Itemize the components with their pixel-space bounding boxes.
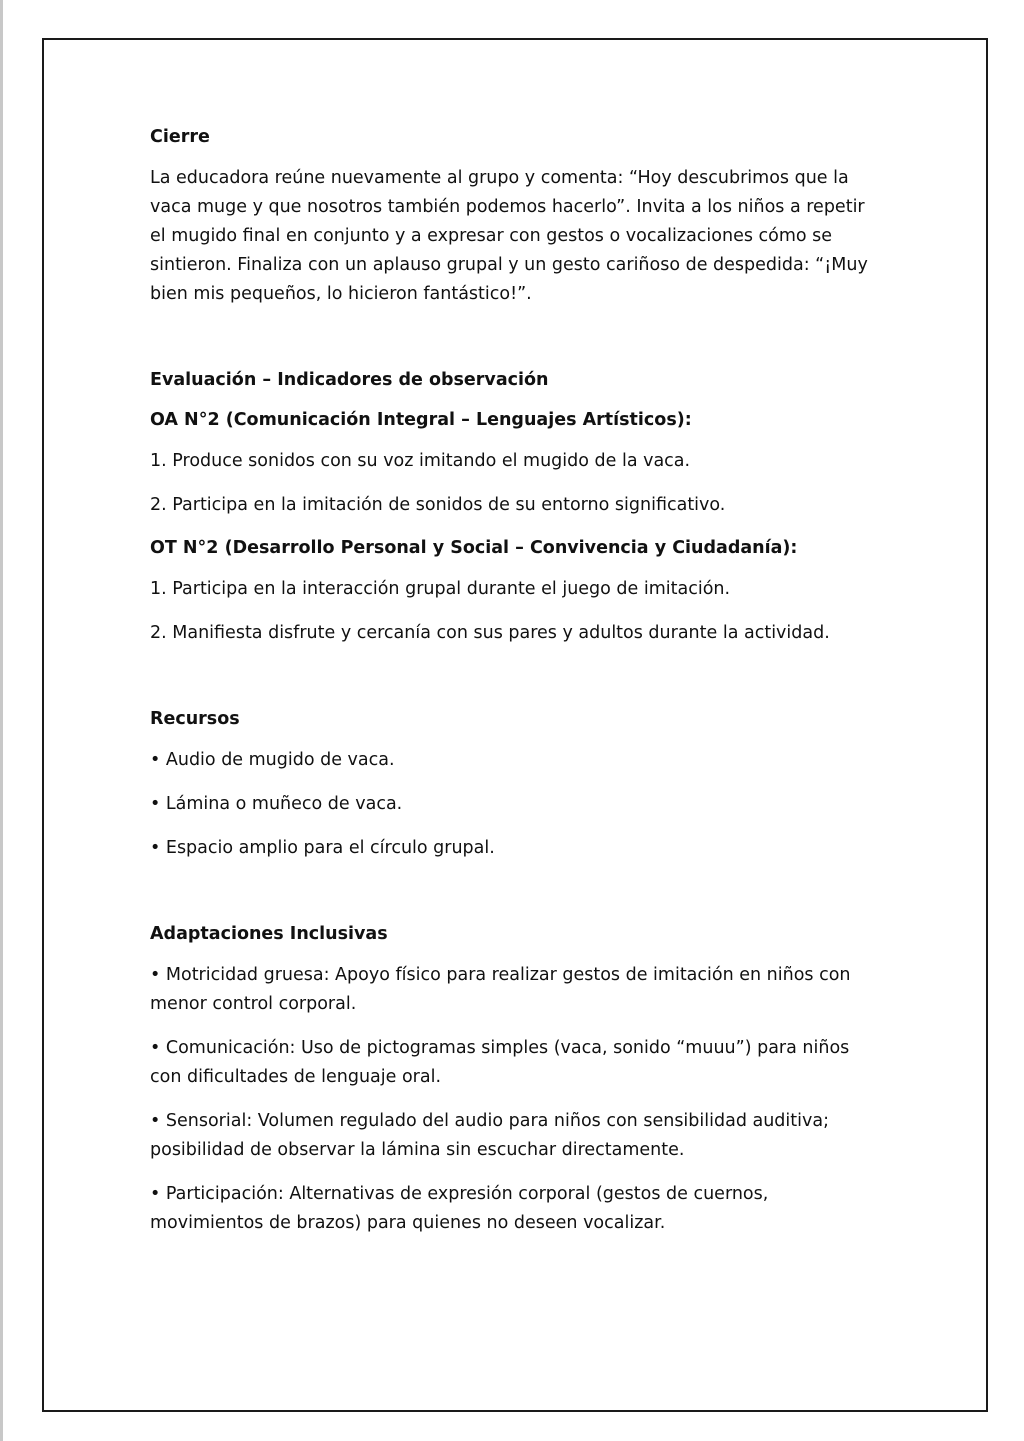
oa-heading: OA N°2 (Comunicación Integral – Lenguajes Artísticos):: [150, 410, 692, 430]
recursos-item-2: • Lámina o muñeco de vaca.: [150, 794, 403, 814]
section-adaptaciones: [150, 921, 880, 1238]
adaptaciones-item-2: • Comunicación: Uso de pictogramas simples (vaca, sonido “muuu”) para niños con dificultades de lenguaje oral.: [150, 1038, 850, 1087]
oa-item-2: 2. Participa en la imitación de sonidos de su entorno significativo.: [150, 495, 726, 515]
page-content: [150, 124, 880, 1238]
ot-heading: OT N°2 (Desarrollo Personal y Social – Convivencia y Ciudadanía):: [150, 538, 798, 558]
cierre-paragraph: La educadora reúne nuevamente al grupo y comenta: “Hoy descubrimos que la vaca muge y que nosotros también podemos hacerlo”. Invita a los niños a repetir el mugido final en conjunto y a expresar con gestos o vocalizaciones cómo se sintieron. Finaliza con un aplauso grupal y un gesto cariñoso de despedida: “¡Muy bien mis pequeños, lo hicieron fantástico!”.: [150, 168, 868, 304]
section-recursos: [150, 706, 880, 863]
ot-item-1: 1. Participa en la interacción grupal durante el juego de imitación.: [150, 579, 731, 599]
cierre-heading: Cierre: [150, 127, 210, 147]
evaluacion-heading: Evaluación – Indicadores de observación: [150, 370, 549, 390]
adaptaciones-item-4: • Participación: Alternativas de expresión corporal (gestos de cuernos, movimientos de brazos) para quienes no deseen vocalizar.: [150, 1184, 769, 1233]
adaptaciones-item-3: • Sensorial: Volumen regulado del audio para niños con sensibilidad auditiva; posibilidad de observar la lámina sin escuchar directamente.: [150, 1111, 829, 1160]
left-edge-strip: [0, 0, 3, 1441]
recursos-item-1: • Audio de mugido de vaca.: [150, 750, 395, 770]
ot-item-2: 2. Manifiesta disfrute y cercanía con sus pares y adultos durante la actividad.: [150, 623, 830, 643]
adaptaciones-item-1: • Motricidad gruesa: Apoyo físico para realizar gestos de imitación en niños con menor control corporal.: [150, 965, 851, 1014]
adaptaciones-heading: Adaptaciones Inclusivas: [150, 924, 388, 944]
section-cierre: [150, 124, 880, 309]
recursos-heading: Recursos: [150, 709, 240, 729]
recursos-item-3: • Espacio amplio para el círculo grupal.: [150, 838, 495, 858]
section-evaluacion: [150, 367, 880, 648]
document-page: [42, 38, 988, 1412]
oa-item-1: 1. Produce sonidos con su voz imitando el mugido de la vaca.: [150, 451, 691, 471]
